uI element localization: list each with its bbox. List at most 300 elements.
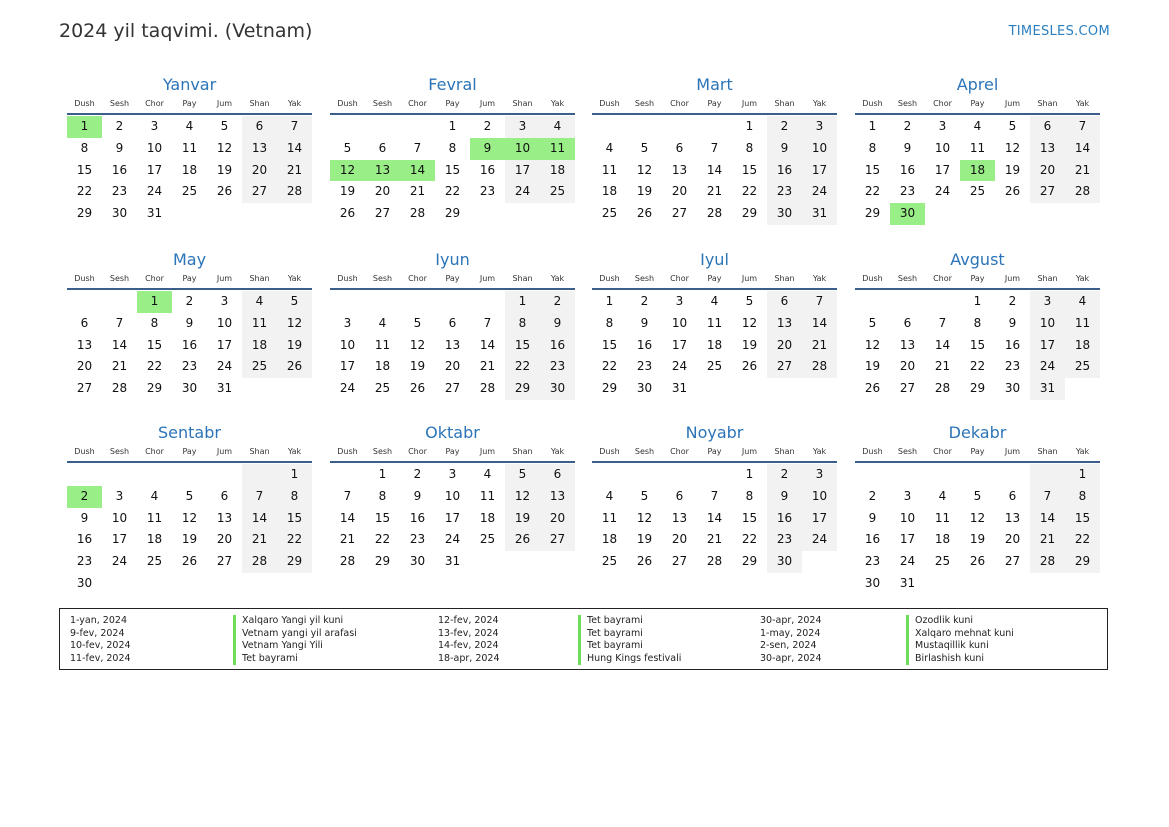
day-cell: 5 bbox=[220, 119, 229, 133]
weekday-label: Shan bbox=[512, 274, 533, 283]
day-cell: 23 bbox=[76, 554, 93, 569]
day-cell: 13 bbox=[444, 337, 461, 352]
legend-item bbox=[438, 615, 643, 628]
day-cell: 16 bbox=[767, 508, 802, 530]
day-cell: 27 bbox=[767, 356, 802, 378]
day-cell: 26 bbox=[409, 381, 426, 396]
day-cell: 20 bbox=[1004, 532, 1021, 547]
day-cell: 17 bbox=[339, 359, 356, 374]
day-cell: 4 bbox=[710, 294, 719, 308]
empty-cell bbox=[277, 203, 312, 225]
legend-item bbox=[760, 640, 989, 653]
empty-cell bbox=[172, 203, 207, 225]
empty-cell bbox=[855, 291, 890, 313]
day-cell: 5 bbox=[1008, 119, 1017, 133]
day-cell: 29 bbox=[374, 554, 391, 569]
weekday-label: Jum bbox=[479, 99, 496, 108]
legend-date: 13-fev, 2024 bbox=[438, 627, 499, 639]
empty-cell bbox=[960, 203, 995, 225]
day-cell: 19 bbox=[636, 532, 653, 547]
day-cell: 31 bbox=[146, 206, 163, 221]
legend-item bbox=[438, 640, 643, 653]
day-cell: 10 bbox=[802, 486, 837, 508]
day-cell: 20 bbox=[899, 359, 916, 374]
day-cell: 2 bbox=[868, 488, 877, 503]
day-cell: 18 bbox=[242, 335, 277, 357]
day-cell: 14 bbox=[479, 337, 496, 352]
day-cell: 19 bbox=[636, 184, 653, 199]
site-link[interactable]: TIMESLES.COM bbox=[1008, 24, 1110, 39]
day-cell: 28 bbox=[242, 551, 277, 573]
day-cell: 1 bbox=[868, 119, 877, 133]
day-cell: 22 bbox=[76, 184, 93, 199]
day-cell: 27 bbox=[374, 206, 391, 221]
day-cell: 3 bbox=[675, 294, 684, 308]
weekday-label: Jum bbox=[216, 99, 233, 108]
weekday-label: Chor bbox=[408, 447, 427, 456]
day-cell: 17 bbox=[444, 510, 461, 525]
month-fevral bbox=[330, 74, 575, 225]
day-cell: 14 bbox=[1065, 138, 1100, 160]
day-cell: 29 bbox=[76, 206, 93, 221]
day-cell: 9 bbox=[767, 138, 802, 160]
month-yanvar bbox=[67, 74, 312, 225]
day-cell: 2 bbox=[767, 464, 802, 486]
weekday-label: Pay bbox=[707, 99, 722, 108]
day-cell: 16 bbox=[899, 162, 916, 177]
day-cell: 15 bbox=[741, 162, 758, 177]
day-cell: 7 bbox=[1030, 486, 1065, 508]
day-cell: 29 bbox=[741, 554, 758, 569]
weekday-label: Sesh bbox=[897, 447, 918, 456]
holiday-legend bbox=[59, 608, 1108, 670]
day-cell: 2 bbox=[413, 467, 422, 481]
day-cell: 24 bbox=[802, 529, 837, 551]
month-name: Aprel bbox=[956, 75, 999, 94]
day-cell: 1 bbox=[277, 464, 312, 486]
day-cell: 18 bbox=[706, 337, 723, 352]
day-cell: 14 bbox=[339, 510, 356, 525]
day-cell: 15 bbox=[1065, 508, 1100, 530]
day-cell: 5 bbox=[277, 291, 312, 313]
empty-cell bbox=[330, 291, 365, 313]
day-cell: 19 bbox=[277, 335, 312, 357]
day-cell: 22 bbox=[444, 184, 461, 199]
day-cell: 6 bbox=[675, 488, 684, 503]
weekday-label: Chor bbox=[670, 99, 689, 108]
day-cell: 19 bbox=[741, 337, 758, 352]
empty-cell bbox=[925, 291, 960, 313]
weekday-label: Yak bbox=[550, 274, 565, 283]
empty-cell bbox=[242, 378, 277, 400]
day-cell: 22 bbox=[146, 359, 163, 374]
day-cell: 2 bbox=[640, 294, 649, 308]
legend-holiday-name: Xalqaro Yangi yil kuni bbox=[233, 615, 343, 628]
day-cell: 27 bbox=[540, 529, 575, 551]
day-cell: 21 bbox=[1030, 529, 1065, 551]
day-cell: 30 bbox=[540, 378, 575, 400]
day-cell: 1 bbox=[505, 291, 540, 313]
legend-item bbox=[438, 652, 682, 666]
month-noyabr bbox=[592, 422, 837, 573]
day-cell: 13 bbox=[671, 510, 688, 525]
day-cell: 8 bbox=[150, 315, 159, 330]
day-cell: 25 bbox=[934, 554, 951, 569]
day-cell: 26 bbox=[181, 554, 198, 569]
day-cell: 11 bbox=[1065, 313, 1100, 335]
weekday-label: Jum bbox=[741, 447, 758, 456]
empty-cell bbox=[137, 573, 172, 595]
day-cell: 20 bbox=[540, 508, 575, 530]
month-name: Fevral bbox=[428, 75, 477, 94]
day-cell: 22 bbox=[374, 532, 391, 547]
weekday-header bbox=[67, 97, 312, 115]
day-cell: 24 bbox=[505, 181, 540, 203]
day-cell: 8 bbox=[277, 486, 312, 508]
empty-cell bbox=[1065, 203, 1100, 225]
day-cell: 17 bbox=[216, 337, 233, 352]
empty-cell bbox=[540, 551, 575, 573]
day-cell: 30 bbox=[76, 575, 93, 590]
day-cell: 13 bbox=[76, 337, 93, 352]
day-cell: 9 bbox=[640, 315, 649, 330]
day-cell: 10 bbox=[444, 488, 461, 503]
day-cell: 25 bbox=[479, 532, 496, 547]
day-cell: 30 bbox=[1004, 381, 1021, 396]
day-cell: 21 bbox=[706, 532, 723, 547]
day-cell: 13 bbox=[1030, 138, 1065, 160]
day-cell: 2 bbox=[67, 486, 102, 508]
empty-cell bbox=[172, 464, 207, 486]
month-name: May bbox=[172, 250, 207, 269]
day-cell: 22 bbox=[741, 184, 758, 199]
weekday-label: Shan bbox=[774, 274, 795, 283]
day-cell: 12 bbox=[409, 337, 426, 352]
day-cell: 25 bbox=[969, 184, 986, 199]
day-cell: 13 bbox=[767, 313, 802, 335]
day-cell: 2 bbox=[185, 294, 194, 308]
day-cell: 3 bbox=[938, 119, 947, 133]
legend-holiday-name: Ozodlik kuni bbox=[906, 615, 973, 628]
day-grid bbox=[330, 291, 575, 400]
day-cell: 11 bbox=[706, 315, 723, 330]
day-cell: 30 bbox=[409, 554, 426, 569]
day-cell: 8 bbox=[868, 140, 877, 155]
day-cell: 6 bbox=[767, 291, 802, 313]
day-cell: 11 bbox=[969, 140, 986, 155]
empty-cell bbox=[697, 116, 732, 138]
day-cell: 23 bbox=[1004, 359, 1021, 374]
day-grid bbox=[592, 116, 837, 225]
empty-cell bbox=[470, 203, 505, 225]
weekday-label: Chor bbox=[933, 99, 952, 108]
weekday-label: Sesh bbox=[634, 274, 655, 283]
day-cell: 27 bbox=[1030, 181, 1065, 203]
empty-cell bbox=[1030, 203, 1065, 225]
day-cell: 26 bbox=[636, 554, 653, 569]
weekday-label: Shan bbox=[1037, 99, 1058, 108]
day-cell: 12 bbox=[181, 510, 198, 525]
day-cell: 19 bbox=[339, 184, 356, 199]
day-cell: 13 bbox=[1004, 510, 1021, 525]
day-cell: 12 bbox=[505, 486, 540, 508]
day-cell: 6 bbox=[378, 140, 387, 155]
day-cell: 26 bbox=[339, 206, 356, 221]
day-cell: 25 bbox=[540, 181, 575, 203]
legend-date: 11-fev, 2024 bbox=[70, 652, 131, 664]
empty-cell bbox=[995, 203, 1030, 225]
empty-cell bbox=[102, 464, 137, 486]
day-cell: 29 bbox=[601, 381, 618, 396]
day-cell: 15 bbox=[444, 162, 461, 177]
day-cell: 31 bbox=[899, 575, 916, 590]
empty-cell bbox=[505, 203, 540, 225]
empty-cell bbox=[102, 573, 137, 595]
day-cell: 8 bbox=[745, 140, 754, 155]
weekday-label: Jum bbox=[479, 274, 496, 283]
weekday-label: Shan bbox=[249, 99, 270, 108]
day-cell: 31 bbox=[802, 203, 837, 225]
day-cell: 17 bbox=[671, 337, 688, 352]
day-grid bbox=[855, 116, 1100, 225]
day-cell: 9 bbox=[470, 138, 505, 160]
day-cell: 19 bbox=[1004, 162, 1021, 177]
day-cell: 15 bbox=[277, 508, 312, 530]
month-name: Noyabr bbox=[685, 423, 744, 442]
day-cell: 22 bbox=[505, 356, 540, 378]
weekday-header bbox=[330, 97, 575, 115]
day-cell: 7 bbox=[938, 315, 947, 330]
day-cell: 6 bbox=[675, 140, 684, 155]
day-cell: 14 bbox=[934, 337, 951, 352]
day-cell: 14 bbox=[400, 160, 435, 182]
day-cell: 20 bbox=[444, 359, 461, 374]
weekday-label: Dush bbox=[599, 99, 620, 108]
empty-cell bbox=[697, 464, 732, 486]
legend-holiday-name: Birlashish kuni bbox=[906, 653, 984, 666]
day-cell: 4 bbox=[938, 488, 947, 503]
day-cell: 25 bbox=[146, 554, 163, 569]
weekday-label: Jum bbox=[741, 274, 758, 283]
legend-item bbox=[70, 640, 323, 653]
day-cell: 19 bbox=[864, 359, 881, 374]
weekday-label: Dush bbox=[74, 99, 95, 108]
day-grid bbox=[67, 464, 312, 595]
day-cell: 10 bbox=[1030, 313, 1065, 335]
day-cell: 12 bbox=[636, 510, 653, 525]
day-cell: 18 bbox=[601, 532, 618, 547]
day-cell: 29 bbox=[277, 551, 312, 573]
weekday-label: Sesh bbox=[634, 447, 655, 456]
weekday-label: Sesh bbox=[109, 99, 130, 108]
day-cell: 30 bbox=[890, 203, 925, 225]
legend-holiday-name: Tet bayrami bbox=[233, 653, 298, 666]
legend-column bbox=[438, 615, 682, 665]
weekday-label: Pay bbox=[970, 274, 985, 283]
month-name: Sentabr bbox=[158, 423, 221, 442]
day-cell: 27 bbox=[216, 554, 233, 569]
legend-item bbox=[70, 615, 344, 628]
day-cell: 31 bbox=[1030, 378, 1065, 400]
day-cell: 4 bbox=[242, 291, 277, 313]
day-cell: 27 bbox=[242, 181, 277, 203]
empty-cell bbox=[960, 573, 995, 595]
weekday-header bbox=[592, 97, 837, 115]
day-cell: 15 bbox=[374, 510, 391, 525]
weekday-header bbox=[855, 97, 1100, 115]
day-cell: 12 bbox=[330, 160, 365, 182]
day-cell: 24 bbox=[802, 181, 837, 203]
empty-cell bbox=[400, 116, 435, 138]
day-cell: 11 bbox=[601, 162, 618, 177]
weekday-label: Yak bbox=[287, 274, 302, 283]
day-cell: 2 bbox=[483, 119, 492, 133]
day-cell: 2 bbox=[115, 119, 124, 133]
day-cell: 18 bbox=[479, 510, 496, 525]
day-cell: 7 bbox=[802, 291, 837, 313]
weekday-label: Sesh bbox=[372, 99, 393, 108]
day-cell: 14 bbox=[1030, 508, 1065, 530]
legend-item bbox=[760, 627, 1014, 641]
empty-cell bbox=[207, 573, 242, 595]
day-cell: 7 bbox=[710, 488, 719, 503]
day-cell: 6 bbox=[80, 315, 89, 330]
day-cell: 1 bbox=[67, 116, 102, 138]
day-cell: 20 bbox=[76, 359, 93, 374]
day-cell: 11 bbox=[934, 510, 951, 525]
day-cell: 2 bbox=[540, 291, 575, 313]
day-cell: 23 bbox=[181, 359, 198, 374]
empty-cell bbox=[137, 464, 172, 486]
weekday-label: Pay bbox=[707, 447, 722, 456]
month-name: Oktabr bbox=[425, 423, 480, 442]
day-cell: 12 bbox=[277, 313, 312, 335]
empty-cell bbox=[767, 378, 802, 400]
empty-cell bbox=[540, 203, 575, 225]
day-cell: 3 bbox=[1030, 291, 1065, 313]
day-cell: 3 bbox=[903, 488, 912, 503]
empty-cell bbox=[330, 464, 365, 486]
legend-date: 14-fev, 2024 bbox=[438, 640, 499, 651]
weekday-label: Shan bbox=[249, 447, 270, 456]
empty-cell bbox=[102, 291, 137, 313]
day-cell: 18 bbox=[960, 160, 995, 182]
day-cell: 12 bbox=[1004, 140, 1021, 155]
empty-cell bbox=[207, 203, 242, 225]
day-cell: 1 bbox=[973, 294, 982, 308]
day-cell: 19 bbox=[181, 532, 198, 547]
day-cell: 4 bbox=[378, 315, 387, 330]
day-cell: 14 bbox=[277, 138, 312, 160]
day-cell: 23 bbox=[409, 532, 426, 547]
day-cell: 27 bbox=[671, 206, 688, 221]
day-cell: 13 bbox=[899, 337, 916, 352]
day-cell: 10 bbox=[339, 337, 356, 352]
weekday-label: Chor bbox=[933, 274, 952, 283]
day-grid bbox=[67, 291, 312, 400]
day-cell: 28 bbox=[934, 381, 951, 396]
day-cell: 1 bbox=[137, 291, 172, 313]
day-cell: 26 bbox=[864, 381, 881, 396]
empty-cell bbox=[662, 464, 697, 486]
day-cell: 2 bbox=[767, 116, 802, 138]
day-cell: 24 bbox=[111, 554, 128, 569]
day-cell: 26 bbox=[505, 529, 540, 551]
empty-cell bbox=[400, 291, 435, 313]
empty-cell bbox=[67, 291, 102, 313]
legend-holiday-name: Vetnam yangi yil arafasi bbox=[233, 628, 357, 641]
empty-cell bbox=[470, 291, 505, 313]
day-cell: 5 bbox=[640, 488, 649, 503]
empty-cell bbox=[242, 464, 277, 486]
day-cell: 14 bbox=[802, 313, 837, 335]
day-cell: 3 bbox=[448, 467, 457, 481]
day-cell: 24 bbox=[146, 184, 163, 199]
day-cell: 13 bbox=[540, 486, 575, 508]
day-cell: 3 bbox=[150, 119, 159, 133]
weekday-label: Yak bbox=[1075, 99, 1090, 108]
day-cell: 15 bbox=[741, 510, 758, 525]
day-grid bbox=[330, 116, 575, 225]
day-cell: 31 bbox=[216, 381, 233, 396]
day-cell: 24 bbox=[1030, 356, 1065, 378]
day-cell: 3 bbox=[505, 116, 540, 138]
weekday-label: Dush bbox=[862, 447, 883, 456]
day-cell: 8 bbox=[505, 313, 540, 335]
day-cell: 1 bbox=[378, 467, 387, 481]
weekday-label: Sesh bbox=[897, 274, 918, 283]
day-cell: 30 bbox=[111, 206, 128, 221]
day-grid bbox=[330, 464, 575, 573]
day-cell: 9 bbox=[868, 510, 877, 525]
day-cell: 23 bbox=[479, 184, 496, 199]
weekday-label: Jum bbox=[216, 274, 233, 283]
day-cell: 15 bbox=[601, 337, 618, 352]
day-grid bbox=[592, 464, 837, 573]
weekday-label: Chor bbox=[408, 99, 427, 108]
day-cell: 7 bbox=[115, 315, 124, 330]
month-avgust bbox=[855, 249, 1100, 400]
day-cell: 22 bbox=[277, 529, 312, 551]
day-cell: 4 bbox=[540, 116, 575, 138]
weekday-label: Shan bbox=[249, 274, 270, 283]
day-cell: 2 bbox=[1008, 294, 1017, 308]
day-cell: 16 bbox=[111, 162, 128, 177]
weekday-label: Yak bbox=[287, 99, 302, 108]
day-cell: 9 bbox=[115, 140, 124, 155]
day-cell: 10 bbox=[216, 315, 233, 330]
day-cell: 24 bbox=[934, 184, 951, 199]
weekday-label: Pay bbox=[970, 99, 985, 108]
day-cell: 7 bbox=[277, 116, 312, 138]
weekday-label: Shan bbox=[774, 99, 795, 108]
day-cell: 28 bbox=[339, 554, 356, 569]
weekday-label: Chor bbox=[933, 447, 952, 456]
weekday-label: Sesh bbox=[634, 99, 655, 108]
day-cell: 3 bbox=[115, 488, 124, 503]
legend-date: 12-fev, 2024 bbox=[438, 615, 499, 626]
month-name: Yanvar bbox=[162, 75, 217, 94]
weekday-label: Yak bbox=[1075, 447, 1090, 456]
day-cell: 10 bbox=[934, 140, 951, 155]
day-cell: 8 bbox=[448, 140, 457, 155]
day-cell: 17 bbox=[146, 162, 163, 177]
day-cell: 12 bbox=[636, 162, 653, 177]
empty-cell bbox=[330, 116, 365, 138]
legend-column bbox=[70, 615, 357, 665]
weekday-label: Jum bbox=[741, 99, 758, 108]
day-cell: 1 bbox=[605, 294, 614, 308]
